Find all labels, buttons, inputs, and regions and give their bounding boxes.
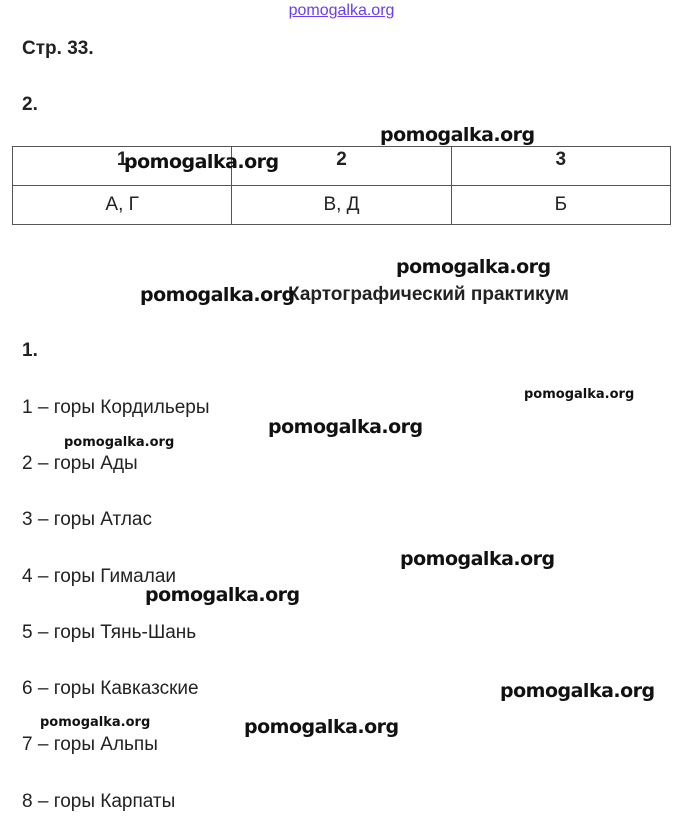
watermark: pomogalka.org — [500, 680, 655, 702]
table-cell-3: Б — [451, 186, 670, 225]
watermark: pomogalka.org — [64, 435, 175, 450]
list-item: 8 – горы Карпаты — [22, 791, 176, 812]
list-item: 4 – горы Гималаи — [22, 566, 177, 587]
watermark: pomogalka.org — [380, 124, 535, 146]
watermark: pomogalka.org — [524, 387, 635, 402]
list-item: 1 – горы Кордильеры — [22, 397, 210, 418]
watermark: pomogalka.org — [140, 284, 295, 306]
task-1-number: 1. — [22, 340, 38, 361]
page-title: Стр. 33. — [22, 38, 94, 59]
watermark: pomogalka.org — [244, 716, 399, 738]
table-row — [13, 186, 671, 225]
table-header-cell-3: 3 — [451, 147, 670, 186]
answer-table — [12, 146, 671, 225]
table-cell-2: В, Д — [232, 186, 451, 225]
task-2-number: 2. — [22, 94, 38, 115]
site-header-text[interactable]: pomogalka.org — [288, 2, 395, 19]
watermark: pomogalka.org — [268, 416, 423, 438]
table-header-cell-1: 1 — [13, 147, 232, 186]
list-item: 2 – горы Ады — [22, 453, 138, 474]
list-item: 7 – горы Альпы — [22, 734, 158, 755]
watermark: pomogalka.org — [145, 584, 300, 606]
list-item: 5 – горы Тянь-Шань — [22, 622, 197, 643]
table-header-row — [13, 147, 671, 186]
watermark: pomogalka.org — [40, 715, 151, 730]
list-item: 3 – горы Атлас — [22, 509, 152, 530]
watermark: pomogalka.org — [124, 151, 279, 173]
table-header-cell-2: 2 — [232, 147, 451, 186]
table-cell-1: А, Г — [13, 186, 232, 225]
site-header-link[interactable] — [0, 2, 683, 20]
practicum-title: Картографический практикум — [288, 284, 569, 305]
watermark: pomogalka.org — [396, 256, 551, 278]
watermark: pomogalka.org — [400, 548, 555, 570]
list-item: 6 – горы Кавказские — [22, 678, 199, 699]
